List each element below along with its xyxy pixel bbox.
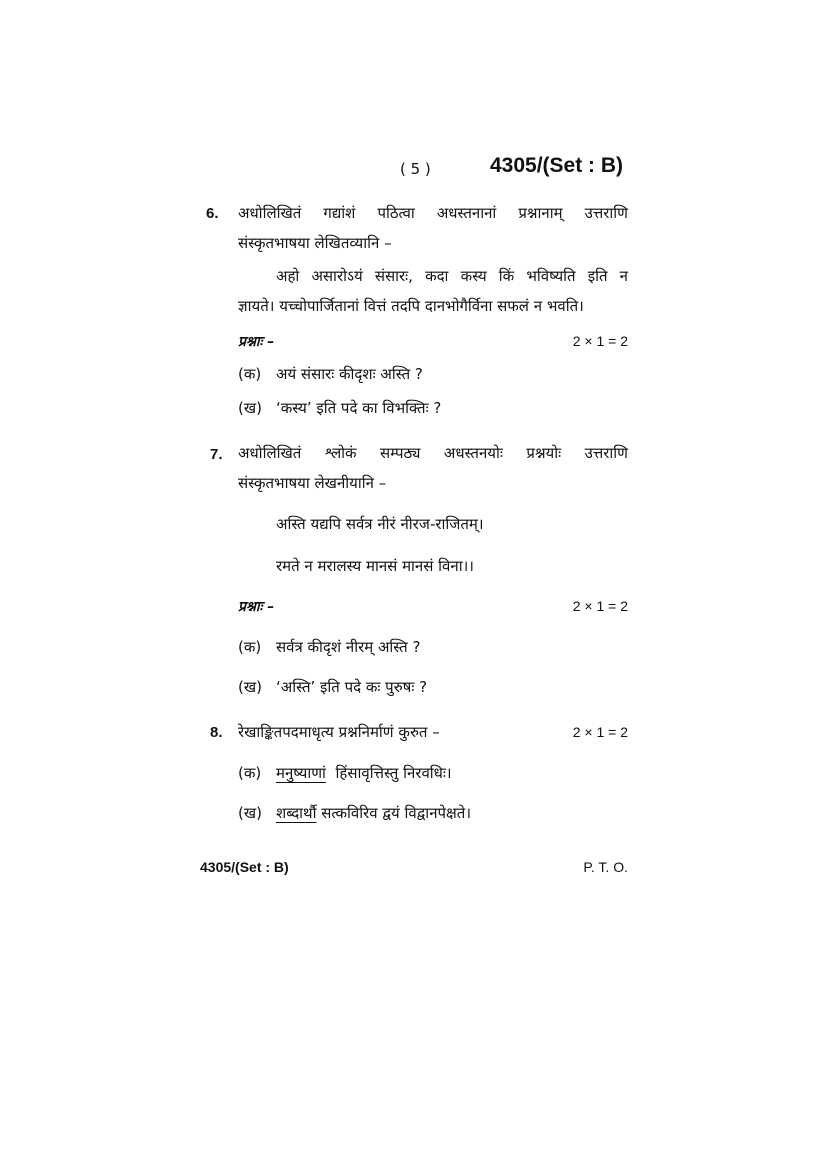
q8-marks: 2 × 1 = 2: [572, 724, 628, 740]
q7-verse-line2: रमते न मरालस्य मानसं मानसं विना।।: [276, 557, 474, 575]
q7-a-label: (क): [238, 638, 262, 656]
q6-prashna-label: प्रश्नाः –: [238, 334, 275, 350]
q6-a-text: अयं संसारः कीदृशः अस्ति ?: [276, 365, 423, 383]
q6-b-text: ‘कस्य’ इति पदे का विभक्तिः ?: [276, 399, 442, 417]
q6-a-label: (क): [238, 365, 262, 383]
q6-instruction-line2: संस्कृतभाषया लेखितव्यानि –: [238, 234, 392, 252]
q6-passage-line2: ज्ञायते। यच्चोपार्जितानां वित्तं तदपि दानभोगैर्विना सफलं न भवति।: [238, 297, 584, 315]
pto-label: P. T. O.: [583, 859, 628, 875]
page-number: ( 5 ): [400, 160, 431, 178]
q8-a-underlined-word: मनुष्याणां: [276, 764, 326, 782]
q6-marks: 2 × 1 = 2: [572, 333, 628, 349]
paper-code-footer: 4305/(Set : B): [200, 859, 289, 875]
q8-a-sentence: [276, 763, 452, 783]
q7-prashna-label: प्रश्नाः –: [238, 599, 275, 615]
q8-instruction: रेखाङ्कितपदमाधृत्य प्रश्ननिर्माणं कुरुत –: [238, 723, 440, 741]
q7-marks: 2 × 1 = 2: [572, 598, 628, 614]
q7-verse-line1: अस्ति यद्यपि सर्वत्र नीरं नीरज-राजितम्।: [276, 515, 484, 533]
q8-a-label: (क): [238, 764, 262, 782]
q6-instruction-line1: अधोलिखितं गद्यांशं पठित्वा अधस्तनानां प्रश्नानाम् उत्तराणि: [238, 204, 628, 222]
q7-b-label: (ख): [238, 678, 262, 696]
q7-a-text: सर्वत्र कीदृशं नीरम् अस्ति ?: [276, 638, 421, 656]
q8-a-rest: हिंसावृत्तिस्तु निरवधिः।: [335, 764, 452, 782]
q7-number: 7.: [210, 446, 223, 463]
q7-instruction-line1: अधोलिखितं श्लोकं सम्पठ्य अधस्तनयोः प्रश्नयोः उत्तराणि: [238, 444, 628, 462]
paper-code-header: 4305/(Set : B): [490, 154, 624, 177]
q8-b-underlined-word: शब्दार्थौ: [276, 804, 317, 822]
q8-b-sentence: [276, 803, 471, 823]
q6-number: 6.: [206, 205, 219, 222]
q8-b-label: (ख): [238, 804, 262, 822]
q8-number: 8.: [210, 724, 223, 741]
q7-b-text: ‘अस्ति’ इति पदे कः पुरुषः ?: [276, 678, 428, 696]
q6-passage-line1: अहो असारोऽयं संसारः, कदा कस्य किं भविष्यति इति न: [276, 267, 628, 285]
q7-instruction-line2: संस्कृतभाषया लेखनीयानि –: [238, 474, 387, 492]
q6-b-label: (ख): [238, 399, 262, 417]
q8-b-rest: सत्कविरिव द्वयं विद्वानपेक्षते।: [321, 804, 472, 822]
